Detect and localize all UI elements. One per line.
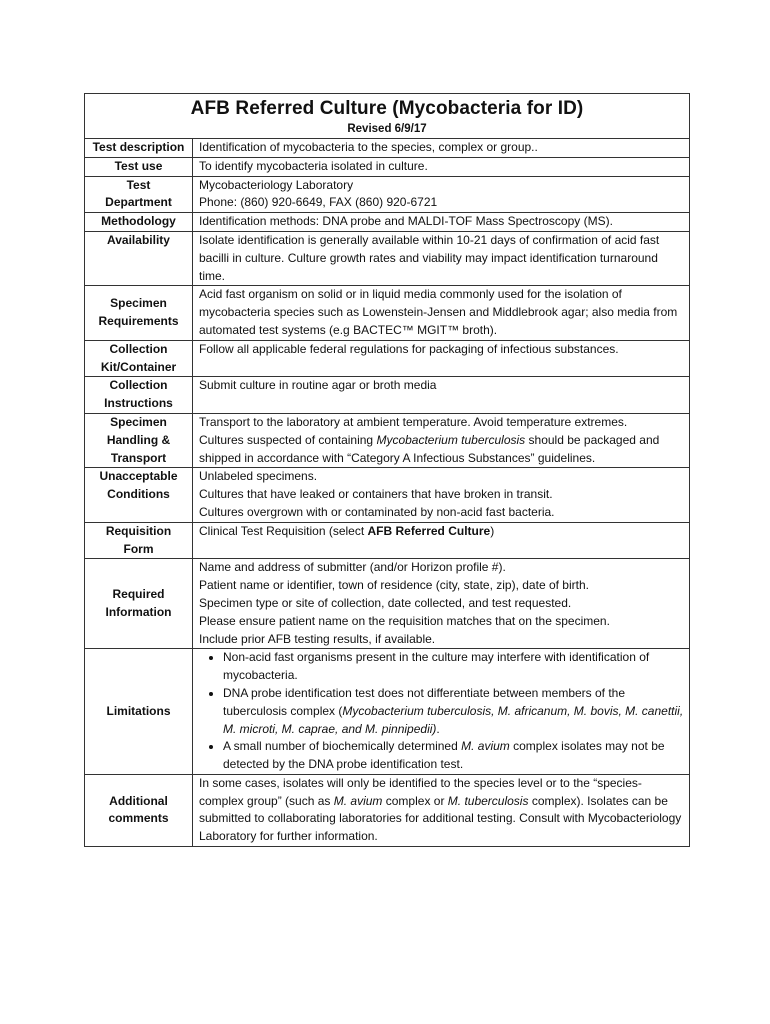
label-line: Requisition: [105, 523, 172, 538]
row-required-information: [85, 559, 689, 649]
row-label: Test use: [85, 158, 193, 176]
value-text: complex or: [382, 793, 448, 808]
label-line: Specimen: [110, 296, 167, 311]
row-label: Availability: [85, 232, 193, 285]
value-text: Cultures suspected of containing: [199, 432, 377, 447]
value-line: Include prior AFB testing results, if available.: [199, 631, 436, 646]
value-line: Please ensure patient name on the requisition matches that on the specimen.: [199, 613, 610, 628]
row-value: [193, 414, 689, 467]
organism-name: M. tuberculosis: [447, 793, 529, 808]
label-line: Conditions: [107, 487, 170, 502]
row-value: [193, 523, 689, 559]
value-line: Patient name or identifier, town of residence (city, state, zip), date of birth.: [199, 578, 589, 593]
row-value: [193, 177, 689, 213]
row-label: [85, 775, 193, 846]
row-label: Test description: [85, 139, 193, 157]
row-value: Isolate identification is generally available within 10-21 days of confirmation of acid fast bacilli in culture. Culture growth rates and viability may impact identification turnaround time.: [199, 232, 660, 283]
row-label: [85, 468, 193, 521]
row-specimen-requirements: [85, 286, 689, 340]
organism-name: M. avium: [333, 793, 383, 808]
row-collection-kit: [85, 341, 689, 378]
label-line: Department: [105, 195, 172, 210]
organism-name: Mycobacterium tuberculosis: [376, 432, 526, 447]
label-line: Test: [126, 177, 151, 192]
label-line: Collection: [109, 378, 168, 393]
row-value: Acid fast organism on solid or in liquid media commonly used for the isolation of mycobacteria species such as Lowenstein-Jensen and Middlebrook agar; also media from automated test systems (e.g BACTEC™ MGIT™ broth).: [199, 287, 678, 337]
value-text: In some cases, isolates will only be identified to the species level or to the “species-complex group” (such as: [199, 775, 642, 808]
label-line: Collection: [109, 341, 168, 356]
row-label: [85, 177, 193, 213]
list-item: [223, 738, 685, 774]
list-item: • Non-acid fast organisms present in the culture may interfere with identification of mycobacteria.: [223, 649, 685, 685]
title-block: [85, 94, 689, 139]
value-text: should be packaged and shipped in accordance with “Category A Infectious Substances” guidelines.: [199, 432, 660, 465]
value-line: Name and address of submitter (and/or Horizon profile #).: [199, 560, 506, 575]
row-value: [193, 775, 689, 846]
row-value: Identification methods: DNA probe and MALDI-TOF Mass Spectroscopy (MS).: [199, 214, 613, 229]
row-label: [85, 286, 193, 339]
label-line: Specimen: [110, 414, 167, 429]
value-line: Cultures that have leaked or containers that have broken in transit.: [199, 487, 553, 502]
row-specimen-handling: [85, 414, 689, 468]
organism-name: M. avium: [461, 739, 510, 754]
row-value: Follow all applicable federal regulations for packaging of infectious substances.: [199, 341, 619, 356]
value-paragraph: [199, 432, 685, 468]
label-line: Handling &: [106, 432, 171, 447]
label-line: Requirements: [98, 314, 179, 329]
label-line: Instructions: [104, 396, 173, 411]
value-line: Cultures overgrown with or contaminated by non-acid fast bacteria.: [199, 504, 555, 519]
row-methodology: [85, 213, 689, 232]
row-test-description: [85, 139, 689, 158]
label-line: Transport: [110, 450, 167, 465]
row-label: [85, 523, 193, 559]
row-label: Limitations: [85, 649, 193, 774]
row-availability: [85, 232, 689, 286]
row-limitations: [85, 649, 689, 775]
limitations-list: [199, 649, 685, 774]
label-line: Unacceptable: [99, 469, 178, 484]
row-test-use: [85, 158, 689, 177]
value-line: Transport to the laboratory at ambient temperature. Avoid temperature extremes.: [199, 414, 628, 429]
value-line: Unlabeled specimens.: [199, 469, 318, 484]
revision-date: Revised 6/9/17: [347, 123, 427, 135]
list-item: [223, 685, 685, 738]
row-label: [85, 377, 193, 413]
value-text: DNA probe identification test does not differentiate between members of the tuberculosis complex (: [223, 685, 626, 718]
row-unacceptable-conditions: [85, 468, 689, 522]
label-line: Required: [112, 587, 165, 602]
requisition-selection: AFB Referred Culture: [367, 523, 491, 538]
label-line: Additional: [109, 793, 168, 808]
row-label: [85, 559, 193, 648]
label-line: Form: [123, 541, 154, 556]
row-collection-instructions: [85, 377, 689, 414]
row-requisition-form: [85, 523, 689, 560]
row-value: To identify mycobacteria isolated in culture.: [199, 158, 428, 173]
organism-list: Mycobacterium tuberculosis, M. africanum, M. bovis, M. canettii, M. microti, M. caprae, and M. pinnipedii): [223, 703, 684, 736]
value-text: ): [490, 523, 495, 538]
label-line: Information: [105, 604, 172, 619]
value-text: complex isolates may not be detected by the DNA probe identification test.: [223, 739, 665, 772]
value-text: Clinical Test Requisition (select: [199, 523, 368, 538]
row-value: Submit culture in routine agar or broth media: [199, 378, 437, 393]
row-label: [85, 341, 193, 377]
value-line: Mycobacteriology Laboratory: [199, 177, 354, 192]
row-label: [85, 414, 193, 467]
row-test-department: [85, 177, 689, 214]
row-value: [193, 559, 689, 648]
row-value: [193, 649, 689, 774]
label-line: comments: [108, 811, 169, 826]
value-line: Specimen type or site of collection, date collected, and test requested.: [199, 595, 572, 610]
row-additional-comments: [85, 775, 689, 846]
value-text: A small number of biochemically determined: [223, 739, 462, 754]
label-line: Kit/Container: [100, 359, 177, 374]
row-value: [193, 468, 689, 521]
document-title: AFB Referred Culture (Mycobacteria for ID): [190, 98, 584, 119]
row-value: Identification of mycobacteria to the species, complex or group..: [199, 140, 538, 154]
test-info-sheet: [84, 93, 690, 847]
value-line: Phone: (860) 920-6649, FAX (860) 920-6721: [199, 195, 438, 210]
row-label: Methodology: [85, 213, 193, 231]
value-text: complex). Isolates can be submitted to collaborating laboratories for additional testing. Consult with Mycobacteriology Laboratory for further information.: [199, 793, 682, 844]
value-text: .: [436, 721, 440, 736]
